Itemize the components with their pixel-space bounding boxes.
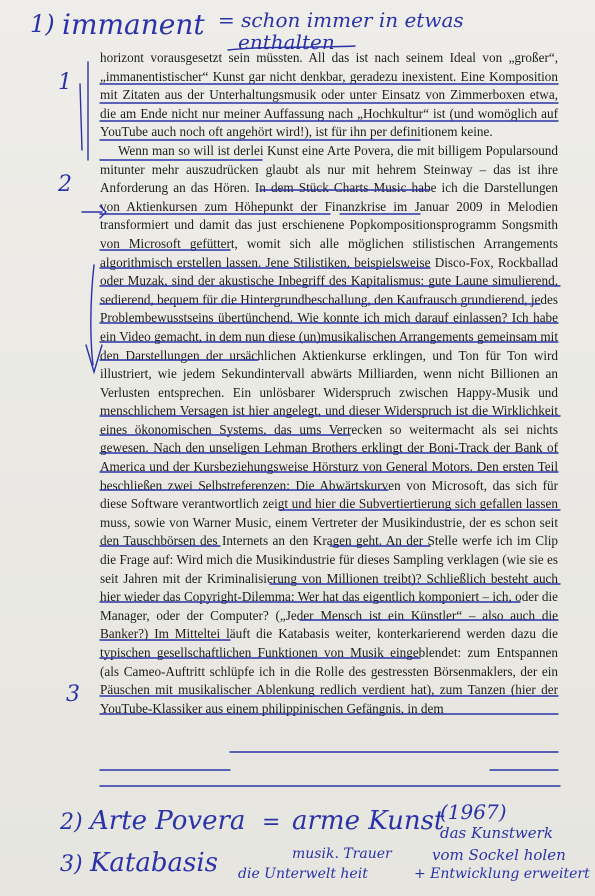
note-2-side-1: das Kunstwerk bbox=[440, 824, 553, 842]
note-2-side-2: vom Sockel holen bbox=[432, 846, 566, 864]
note-2-side-3: + Entwicklung erweitert bbox=[414, 866, 590, 882]
note-1-definition: = schon immer in etwas bbox=[218, 8, 464, 32]
paragraph-1: horizont vorausgesetzt sein müssten. All das ist nach seinem Ideal von „großer“, „immanentistischer“ Kunst gar nicht denkbar, geradezu inexistent. Eine Komposition mit Zitaten aus der Unterhaltungsmusik oder unter Einsatz von Zimmerboxen etwa, die am Ende nicht nur meiner Auffassung nach „Hochkultur“ ist (und womöglich auf YouTube auch noch oft angehört wird!), ist für ihn per definitionem keine. bbox=[100, 50, 558, 140]
note-2-meaning: arme Kunst bbox=[292, 806, 445, 836]
note-3-middle-1: musik. Trauer bbox=[292, 846, 392, 862]
note-3-term: Katabasis bbox=[90, 848, 219, 878]
note-3-middle-2: die Unterwelt heit bbox=[238, 866, 368, 882]
note-1-definition-cont: enthalten bbox=[238, 30, 335, 54]
note-3-number: 3) bbox=[60, 852, 83, 877]
paragraph-2: Wenn man so will ist derlei Kunst eine Arte Povera, die mit billigem Popularsound mitunter mehr auszudrücken glaubt als nur mit hehrem Steinway – das ist ihre Anforderung an das Hören. In dem Stück Charts Music habe ich die Darstellungen von Aktienkursen zum Höhepunkt der Finanzkrise im Januar 2009 in Melodien transformiert und damit das just erschienene Popkompositionsprogramm Songsmith von Microsoft gefüttert, womit sich alle möglichen stilistischen Arrangements algorithmisch erstellen lassen. Jene Stilistiken, beispielsweise Disco-Fox, Rockballad oder Muzak, sind der akustische Inbegriff des Kapitalismus: gute Laune simulierend, sedierend, bequem für die Hintergrundbeschallung, den Kaufrausch grundierend, jedes Problembewusstseins übertünchend. Wie konnte ich mich darauf einlassen? Ich habe ein Video gemacht, in dem nun diese (un)musikalischen Arrangements gemeinsam mit den Darstellungen der ursächlichen Aktienkurse erklingen, und Ton für Ton wird illustriert, wie jedem Sekundintervall abwärts Milliarden, wenn nicht Billionen an Verlusten entsprechen. Ein unlösbarer Widerspruch zwischen Happy-Musik und menschlichem Versagen ist hier angelegt, und dieser Widerspruch ist die Wirklichkeit eines ökonomischen Systems, das ums Verrecken so weitermacht als sei nichts gewesen. Nach den unseligen Lehman Brothers erklingt der Boni-Track der Bank of America und der Kursbeziehungsweise Hörsturz von General Motors. Den ersten Teil beschließen zwei Selbstreferenzen: Die Abwärtskurven von Microsoft, das sich für diese Software verantwortlich zeigt und hier die Subvertiertierung sich gefallen lassen muss, sowie von Warner Music, einem Vertreter der Musikindustrie, der es schon seit den Tauschbörsen des Internets an den Kragen geht. An der Stelle werfe ich im Clip die Frage auf: Wird mich die Musikindustrie für dieses Sampling verklagen (wie sie es seit Jahren mit der Kriminalisierung von Millionen treibt)? Schließlich besteht auch hier wieder das Copyright-Dilemma: Wer hat das eigentlich komponiert – ich, oder die Manager, oder der Computer? („Jeder Mensch ist ein Künstler“ – also auch die Banker?) Im Mitteltei läuft die Katabasis weiter, konterkarierend werden dazu die typischen gesellschaftlichen Funktionen von Musik eingeblendet: zum Entspannen (als Cameo-Auftritt schlüpfe ich in die Rolle des gestressten Börsenmaklers, der ein Päuschen mit musikalischer Ablenkung redlich verdient hat), zum Tanzen (hier der YouTube-Klassiker aus einem philippinischen Gefängnis, in dem bbox=[100, 142, 558, 716]
bracket-paragraph-2 bbox=[91, 265, 94, 365]
margin-number-2: 2 bbox=[58, 172, 72, 197]
note-1-number: 1) bbox=[30, 10, 55, 38]
margin-number-3: 3 bbox=[66, 682, 80, 707]
note-2-year: (1967) bbox=[440, 800, 507, 824]
note-2-number: 2) bbox=[60, 810, 83, 835]
printed-text bbox=[100, 49, 558, 718]
margin-number-1: 1 bbox=[58, 70, 72, 95]
note-2-term: Arte Povera bbox=[90, 806, 246, 836]
note-1-term: immanent bbox=[62, 8, 205, 41]
note-2-equals: = bbox=[262, 810, 281, 835]
